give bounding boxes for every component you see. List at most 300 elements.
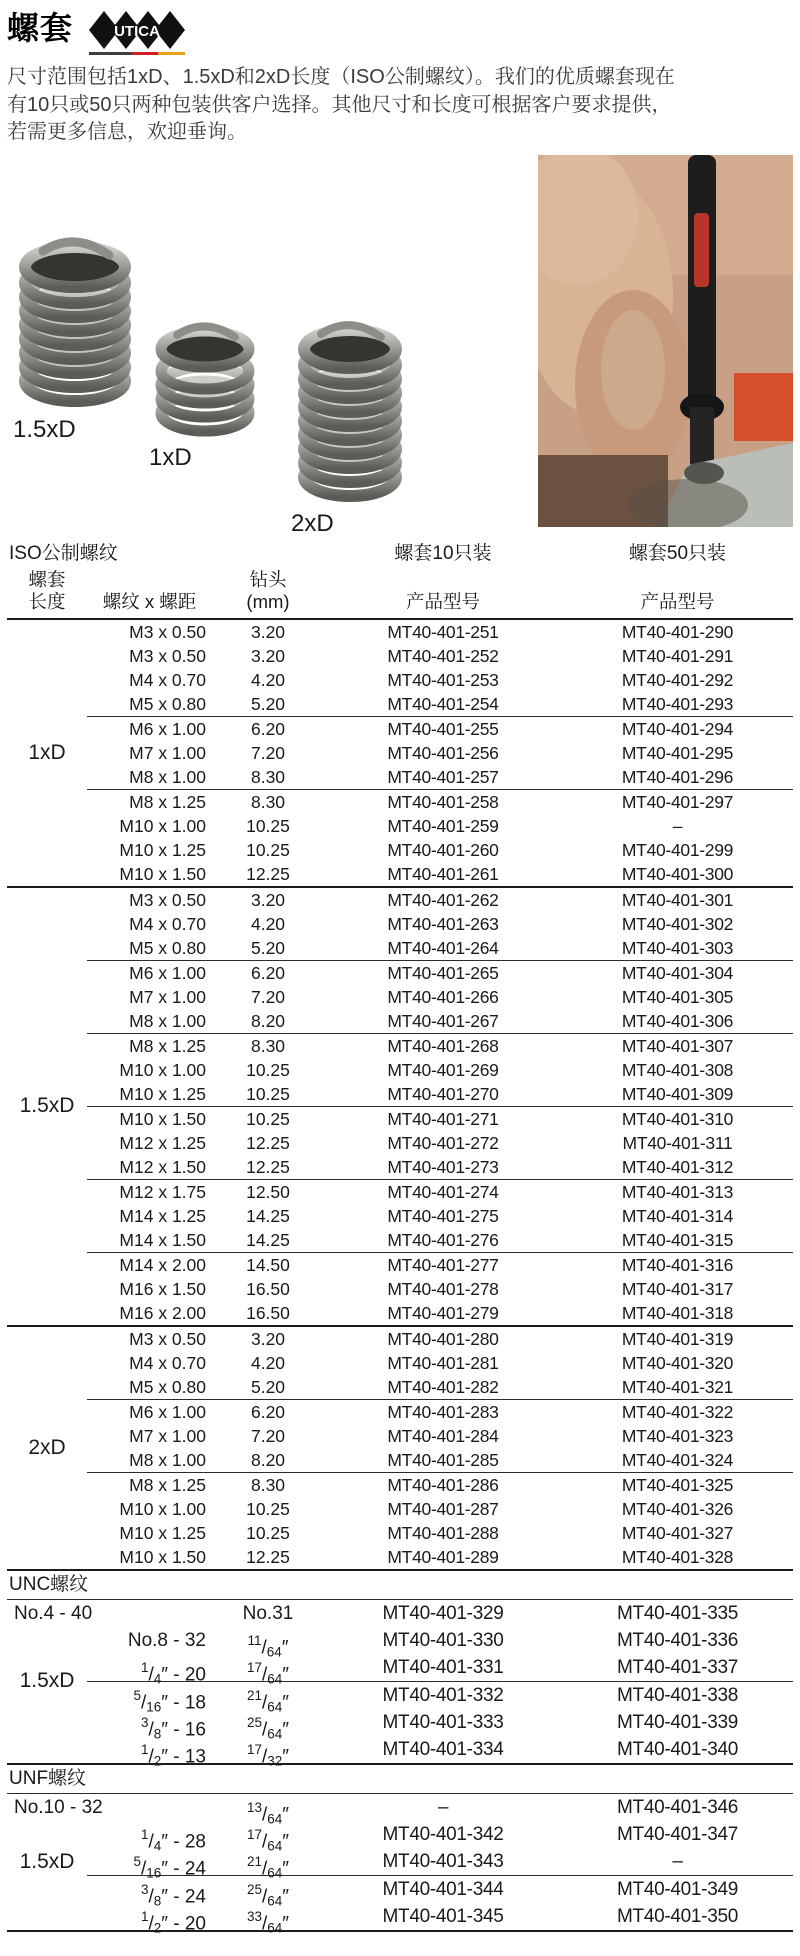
thread-cell: M10 x 1.25	[119, 1083, 206, 1104]
product50-cell: MT40-401-340	[616, 1738, 739, 1760]
table-row	[87, 620, 793, 644]
coil-label-2xd: 2xD	[291, 509, 334, 537]
thread-cell: $^3$/8″ - 24	[140, 1881, 206, 1908]
product10-cell: MT40-401-266	[387, 986, 499, 1007]
group-length-label: 2xD	[28, 1435, 66, 1459]
product10-cell: MT40-401-271	[387, 1108, 499, 1129]
thread-cell: M10 x 1.50	[119, 863, 206, 884]
product10-cell: MT40-401-269	[387, 1059, 499, 1080]
product50-cell: MT40-401-328	[621, 1546, 734, 1567]
coil-insert-2xd	[291, 307, 409, 538]
product50-cell: MT40-401-311	[622, 1132, 733, 1153]
product50-cell: MT40-401-325	[621, 1474, 734, 1495]
table-row	[87, 765, 793, 789]
thread-cell: M5 x 0.80	[129, 693, 206, 714]
table-subgroup	[87, 888, 793, 960]
drill-cell: 10.25	[246, 839, 290, 860]
thread-cell: M8 x 1.00	[129, 1010, 206, 1031]
table-group	[7, 886, 793, 1325]
product10-cell: MT40-401-277	[387, 1254, 499, 1275]
unc-group	[7, 1600, 793, 1768]
product10-cell: MT40-401-256	[387, 742, 499, 763]
drill-cell: 10.25	[246, 1059, 290, 1080]
table-subgroup	[87, 716, 793, 789]
table-group	[7, 620, 793, 886]
product50-cell: MT40-401-338	[616, 1684, 739, 1706]
product50-cell: MT40-401-309	[621, 1083, 734, 1104]
table-row	[87, 838, 793, 862]
table-subgroup	[87, 1472, 793, 1569]
product50-cell: MT40-401-327	[621, 1522, 734, 1543]
product10-cell: MT40-401-333	[382, 1711, 504, 1733]
product50-cell: MT40-401-314	[621, 1205, 734, 1226]
thread-cell: M10 x 1.00	[119, 1059, 206, 1080]
product50-cell: MT40-401-346	[616, 1796, 739, 1818]
product10-cell: MT40-401-254	[387, 693, 499, 714]
table-row	[87, 961, 793, 985]
table-row	[87, 1204, 793, 1228]
table-group	[7, 1325, 793, 1569]
drill-cell: 10.25	[246, 1108, 290, 1129]
drill-cell: 8.30	[250, 791, 286, 812]
table-row	[87, 1400, 793, 1424]
table-row	[87, 1497, 793, 1521]
product-table	[7, 539, 793, 1935]
table-row	[87, 1327, 793, 1351]
thread-cell: No.4 - 40	[14, 1602, 93, 1624]
product50-cell: MT40-401-299	[621, 839, 734, 860]
product10-cell: MT40-401-286	[387, 1474, 499, 1495]
table-row	[87, 862, 793, 886]
product50-cell: MT40-401-316	[621, 1254, 734, 1275]
thread-cell: M3 x 0.50	[129, 889, 206, 910]
product50-cell: MT40-401-307	[621, 1035, 734, 1056]
product50-cell: –	[672, 1850, 683, 1872]
table-subgroup	[87, 1681, 793, 1768]
drill-cell: 10.25	[246, 1083, 290, 1104]
drill-cell: $^{25}$/64″	[246, 1714, 289, 1741]
product10-cell: MT40-401-342	[382, 1823, 504, 1845]
table-row	[87, 1131, 793, 1155]
product50-cell: MT40-401-292	[621, 669, 734, 690]
pack10-label: 螺套10只装	[394, 542, 492, 564]
drill-cell: 3.20	[250, 889, 286, 910]
table-row	[87, 1682, 793, 1714]
thread-cell: $^5$/16″ - 18	[133, 1687, 206, 1714]
drill-cell: $^{13}$/64″	[246, 1799, 289, 1826]
product50-cell: MT40-401-308	[621, 1059, 734, 1080]
product50-cell: MT40-401-349	[616, 1878, 739, 1900]
product10-cell: MT40-401-278	[387, 1278, 499, 1299]
product50-cell: MT40-401-347	[616, 1823, 739, 1845]
table-row	[87, 717, 793, 741]
thread-cell: $^5$/16″ - 24	[133, 1853, 206, 1880]
intro-text: 尺寸范围包括1xD、1.5xD和2xD长度（ISO公制螺纹）。我们的优质螺套现在有10只或50只两种包装供客户选择。其他尺寸和长度可根据客户要求提供，若需更多信息，欢迎垂询。	[7, 66, 675, 143]
product50-cell: MT40-401-350	[616, 1905, 739, 1927]
thread-cell: M6 x 1.00	[129, 1401, 206, 1422]
coil-insert-1-5xd	[13, 223, 139, 444]
drill-cell: 12.25	[246, 1156, 290, 1177]
product10-cell: MT40-401-260	[387, 839, 499, 860]
table-row	[87, 1107, 793, 1131]
product10-cell: MT40-401-263	[387, 913, 499, 934]
product10-cell: MT40-401-259	[387, 815, 499, 836]
drill-cell: 5.20	[250, 693, 286, 714]
product50-cell: MT40-401-320	[621, 1352, 734, 1373]
drill-cell: 10.25	[246, 1498, 290, 1519]
product50-cell: MT40-401-315	[621, 1229, 734, 1250]
page-title: 螺套	[7, 10, 74, 46]
product10-cell: MT40-401-272	[387, 1132, 499, 1153]
thread-cell: $^1$/4″ - 28	[140, 1826, 206, 1853]
drill-cell: 7.20	[250, 742, 286, 763]
product10-cell: MT40-401-274	[387, 1181, 499, 1202]
thread-cell: M12 x 1.25	[119, 1132, 206, 1153]
product50-cell: MT40-401-291	[621, 645, 734, 666]
product10-cell: MT40-401-267	[387, 1010, 499, 1031]
thread-cell: M14 x 2.00	[119, 1254, 206, 1275]
product50-cell: MT40-401-305	[621, 986, 734, 1007]
product10-cell: MT40-401-253	[387, 669, 499, 690]
table-row	[87, 1277, 793, 1301]
product50-cell: MT40-401-312	[621, 1156, 734, 1177]
table-row	[87, 1448, 793, 1472]
thread-cell: M8 x 1.00	[129, 1449, 206, 1470]
table-row	[87, 1034, 793, 1058]
table-row	[87, 912, 793, 936]
product10-cell: MT40-401-261	[387, 863, 499, 884]
title-row	[7, 8, 793, 56]
product10-cell: MT40-401-330	[382, 1629, 504, 1651]
product10-cell: MT40-401-344	[382, 1878, 504, 1900]
drill-cell: $^{17}$/32″	[246, 1741, 289, 1768]
table-row	[87, 1821, 793, 1853]
table-row	[87, 1876, 793, 1908]
table-row	[87, 1521, 793, 1545]
product10-cell: MT40-401-284	[387, 1425, 499, 1446]
product50-cell: MT40-401-300	[621, 863, 734, 884]
product10-cell: MT40-401-265	[387, 962, 499, 983]
thread-cell: M8 x 1.25	[129, 1035, 206, 1056]
table-subgroup	[87, 789, 793, 886]
table-subgroup	[87, 1033, 793, 1106]
table-row	[87, 1424, 793, 1448]
product50-cell: MT40-401-293	[621, 693, 734, 714]
table-subgroup	[87, 620, 793, 716]
table-group	[7, 1794, 793, 1935]
product50-cell: MT40-401-321	[621, 1376, 734, 1397]
iso-metric-groups	[7, 620, 793, 1569]
product50-cell: MT40-401-319	[621, 1328, 734, 1349]
utica-logo	[89, 10, 185, 55]
unf-group	[7, 1794, 793, 1935]
unf-section-label: UNF螺纹	[9, 1767, 87, 1789]
product50-cell: MT40-401-323	[621, 1425, 734, 1446]
thread-cell: M3 x 0.50	[129, 621, 206, 642]
column-header-product50: 产品型号	[640, 590, 715, 612]
product50-cell: MT40-401-339	[616, 1711, 739, 1733]
table-group	[7, 1600, 793, 1768]
product50-cell: MT40-401-304	[621, 962, 734, 983]
product10-cell: MT40-401-282	[387, 1376, 499, 1397]
table-row	[87, 814, 793, 838]
product50-cell: MT40-401-318	[621, 1302, 734, 1323]
thread-cell: M10 x 1.50	[119, 1108, 206, 1129]
product10-cell: MT40-401-285	[387, 1449, 499, 1470]
thread-cell: M7 x 1.00	[129, 742, 206, 763]
thread-cell: M8 x 1.25	[129, 791, 206, 812]
thread-cell: M6 x 1.00	[129, 718, 206, 739]
drill-cell: 4.20	[250, 913, 286, 934]
coil-label-1xd: 1xD	[149, 443, 192, 471]
drill-cell: 6.20	[250, 1401, 286, 1422]
product10-cell: MT40-401-331	[382, 1656, 504, 1678]
table-row	[87, 1253, 793, 1277]
installation-photo-illustration	[538, 155, 793, 527]
product50-cell: MT40-401-306	[621, 1010, 734, 1031]
coil-illustration-icon	[13, 223, 139, 409]
drill-cell: 14.25	[246, 1229, 290, 1250]
product10-cell: MT40-401-251	[387, 621, 499, 642]
table-row	[87, 692, 793, 716]
installation-photo	[538, 155, 793, 527]
product50-cell: MT40-401-296	[621, 766, 734, 787]
drill-cell: 12.50	[246, 1181, 290, 1202]
product50-cell: MT40-401-335	[616, 1602, 739, 1624]
drill-cell: $^{21}$/64″	[246, 1687, 289, 1714]
table-subgroup	[87, 960, 793, 1033]
product10-cell: MT40-401-257	[387, 766, 499, 787]
product50-cell: MT40-401-322	[621, 1401, 734, 1422]
coil-insert-1xd	[149, 309, 261, 472]
product10-cell: MT40-401-258	[387, 791, 499, 812]
pack50-label: 螺套50只装	[628, 542, 727, 564]
table-row	[87, 1736, 793, 1768]
thread-cell: $^1$/2″ - 20	[140, 1908, 206, 1935]
table-row	[87, 741, 793, 765]
product50-cell: MT40-401-294	[621, 718, 734, 739]
drill-cell: $^{33}$/64″	[246, 1908, 289, 1935]
drill-cell: $^{17}$/64″	[246, 1826, 289, 1853]
product10-cell: MT40-401-280	[387, 1328, 499, 1349]
drill-cell: 8.30	[250, 1474, 286, 1495]
drill-cell: 14.50	[246, 1254, 290, 1275]
product50-cell: MT40-401-336	[616, 1629, 739, 1651]
thread-cell: $^1$/4″ - 20	[140, 1659, 206, 1686]
thread-cell: M8 x 1.25	[129, 1474, 206, 1495]
thread-cell: M4 x 0.70	[129, 913, 206, 934]
thread-cell: M10 x 1.25	[119, 1522, 206, 1543]
product50-cell: MT40-401-326	[621, 1498, 734, 1519]
table-subgroup	[87, 1875, 793, 1935]
product10-cell: MT40-401-279	[387, 1302, 499, 1323]
product10-cell: MT40-401-345	[382, 1905, 504, 1927]
thread-cell: No.8 - 32	[127, 1629, 206, 1651]
product50-cell: MT40-401-337	[616, 1656, 739, 1678]
table-row	[87, 1375, 793, 1399]
product10-cell: MT40-401-281	[387, 1352, 499, 1373]
drill-cell: 5.20	[250, 1376, 286, 1397]
table-subgroup	[87, 1252, 793, 1325]
drill-cell: 16.50	[246, 1278, 290, 1299]
group-length-label: 1.5xD	[19, 1669, 75, 1692]
product10-cell: MT40-401-334	[382, 1738, 504, 1760]
product50-cell: MT40-401-295	[621, 742, 734, 763]
table-row	[87, 1654, 793, 1686]
drill-cell: $^{17}$/64″	[246, 1659, 289, 1686]
table-row	[87, 644, 793, 668]
thread-cell: M4 x 0.70	[129, 669, 206, 690]
group-length-label: 1.5xD	[19, 1094, 75, 1117]
unc-section-label: UNC螺纹	[9, 1573, 89, 1595]
thread-cell: M12 x 1.75	[119, 1181, 206, 1202]
table-row	[87, 1058, 793, 1082]
product10-cell: MT40-401-329	[382, 1602, 504, 1624]
drill-cell: 10.25	[246, 815, 290, 836]
product10-cell: MT40-401-343	[382, 1850, 504, 1872]
utica-logo-text: UTICA	[114, 23, 160, 40]
product50-cell: MT40-401-297	[621, 791, 734, 812]
product50-cell: MT40-401-313	[621, 1181, 734, 1202]
unc-section-row	[7, 1569, 793, 1600]
table-row	[87, 1228, 793, 1252]
product10-cell: MT40-401-252	[387, 645, 499, 666]
thread-cell: M10 x 1.00	[119, 1498, 206, 1519]
drill-cell: 7.20	[250, 1425, 286, 1446]
table-row	[87, 1082, 793, 1106]
product10-cell: MT40-401-273	[387, 1156, 499, 1177]
drill-cell: 8.20	[250, 1010, 286, 1031]
table-row	[87, 1848, 793, 1880]
drill-cell: $^{25}$/64″	[246, 1881, 289, 1908]
drill-cell: 16.50	[246, 1302, 290, 1323]
table-row	[14, 1600, 793, 1627]
table-row	[14, 1794, 793, 1826]
drill-cell: 10.25	[246, 1522, 290, 1543]
product50-cell: MT40-401-317	[621, 1278, 734, 1299]
thread-cell: M3 x 0.50	[129, 645, 206, 666]
drill-cell: 12.25	[246, 1132, 290, 1153]
product10-cell: MT40-401-289	[387, 1546, 499, 1567]
product-figures	[7, 151, 793, 537]
group-length-label: 1xD	[28, 740, 66, 764]
drill-cell: 12.25	[246, 1546, 290, 1567]
thread-cell: M10 x 1.00	[119, 815, 206, 836]
product10-cell: MT40-401-287	[387, 1498, 499, 1519]
product50-cell: –	[672, 815, 683, 836]
coil-illustration-icon	[291, 307, 409, 503]
product10-cell: MT40-401-270	[387, 1083, 499, 1104]
table-row	[87, 790, 793, 814]
thread-cell: M5 x 0.80	[129, 1376, 206, 1397]
drill-cell: 4.20	[250, 669, 286, 690]
product10-cell: MT40-401-264	[387, 937, 499, 958]
product10-cell: MT40-401-262	[387, 889, 499, 910]
product50-cell: MT40-401-301	[621, 889, 734, 910]
table-row	[87, 1709, 793, 1741]
drill-cell: 8.30	[250, 766, 286, 787]
utica-diamonds-icon	[89, 10, 185, 50]
table-row	[87, 668, 793, 692]
table-row	[87, 1903, 793, 1935]
table-subgroup	[87, 1106, 793, 1179]
iso-section-label: ISO公制螺纹	[9, 542, 118, 564]
table-row	[87, 1545, 793, 1569]
column-header-length: 螺套 长度	[28, 568, 66, 612]
table-row	[87, 1180, 793, 1204]
group-length-label: 1.5xD	[19, 1849, 75, 1873]
thread-cell: M7 x 1.00	[129, 1425, 206, 1446]
thread-cell: M14 x 1.25	[119, 1205, 206, 1226]
column-header-drill: 钻头 (mm)	[246, 568, 290, 612]
coil-illustration-icon	[149, 309, 261, 437]
thread-cell: M7 x 1.00	[129, 986, 206, 1007]
logo-underline	[89, 52, 185, 55]
table-subgroup	[87, 1399, 793, 1472]
product10-cell: MT40-401-275	[387, 1205, 499, 1226]
drill-cell: 14.25	[246, 1205, 290, 1226]
thread-cell: $^3$/8″ - 16	[140, 1714, 206, 1741]
table-row	[87, 1627, 793, 1659]
product10-cell: MT40-401-268	[387, 1035, 499, 1056]
drill-cell: 5.20	[250, 937, 286, 958]
table-meta-row	[7, 539, 793, 569]
thread-cell: M10 x 1.50	[119, 1546, 206, 1567]
thread-cell: No.10 - 32	[14, 1796, 103, 1818]
table-row	[87, 1155, 793, 1179]
product50-cell: MT40-401-303	[621, 937, 734, 958]
drill-cell: 8.20	[250, 1449, 286, 1470]
table-row	[87, 1351, 793, 1375]
thread-cell: M14 x 1.50	[119, 1229, 206, 1250]
drill-cell: 12.25	[246, 863, 290, 884]
thread-cell: M4 x 0.70	[129, 1352, 206, 1373]
table-row	[87, 1473, 793, 1497]
drill-cell: 8.30	[250, 1035, 286, 1056]
product10-cell: MT40-401-255	[387, 718, 499, 739]
thread-cell: M8 x 1.00	[129, 766, 206, 787]
drill-cell: 3.20	[250, 621, 286, 642]
product50-cell: MT40-401-302	[621, 913, 734, 934]
table-row	[87, 1301, 793, 1325]
drill-cell: 6.20	[250, 718, 286, 739]
thread-cell: M3 x 0.50	[129, 1328, 206, 1349]
coil-label-1-5xd: 1.5xD	[13, 415, 76, 443]
drill-cell: 3.20	[250, 1328, 286, 1349]
drill-cell: $^{11}$/64″	[247, 1632, 289, 1659]
table-row	[87, 936, 793, 960]
column-header-product10: 产品型号	[405, 590, 480, 612]
product10-cell: MT40-401-332	[382, 1684, 504, 1706]
table-subgroup	[87, 1179, 793, 1252]
product10-cell: MT40-401-276	[387, 1229, 499, 1250]
thread-cell: M16 x 1.50	[119, 1278, 206, 1299]
table-row	[87, 888, 793, 912]
thread-cell: M12 x 1.50	[119, 1156, 206, 1177]
product10-cell: MT40-401-288	[387, 1522, 499, 1543]
drill-cell: 3.20	[250, 645, 286, 666]
table-column-headers	[7, 569, 793, 620]
drill-cell: 6.20	[250, 962, 286, 983]
table-subgroup	[87, 1327, 793, 1399]
drill-cell: 4.20	[250, 1352, 286, 1373]
product50-cell: MT40-401-310	[621, 1108, 734, 1129]
thread-cell: M10 x 1.25	[119, 839, 206, 860]
thread-cell: $^1$/2″ - 13	[140, 1741, 206, 1768]
product10-cell: –	[437, 1796, 449, 1818]
product50-cell: MT40-401-324	[621, 1449, 734, 1470]
product50-cell: MT40-401-290	[621, 621, 734, 642]
